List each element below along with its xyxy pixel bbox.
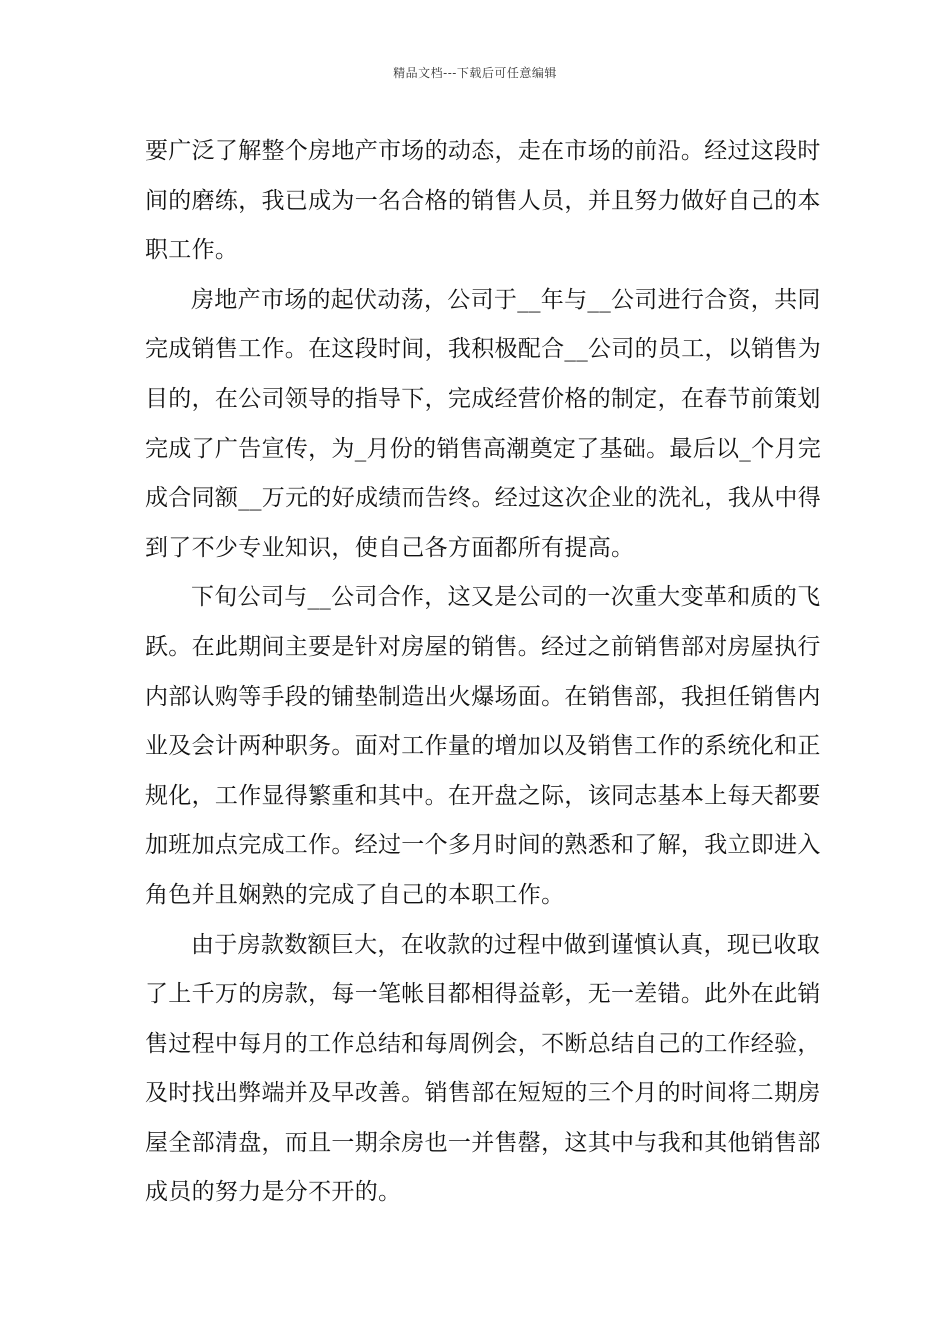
text-line: 屋全部清盘，而且一期余房也一并售罄，这其中与我和其他销售部 [145, 1129, 821, 1156]
text-line: 规化，工作显得繁重和其中。在开盘之际，该同志基本上每天都要 [145, 782, 821, 809]
text-line: 成员的努力是分不开的。 [145, 1179, 402, 1206]
text-line: 跃。在此期间主要是针对房屋的销售。经过之前销售部对房屋执行 [145, 633, 821, 660]
page-header: 精品文档---下载后可任意编辑 [393, 66, 557, 80]
text-line: 成合同额__万元的好成绩而告终。经过这次企业的洗礼，我从中得 [145, 485, 821, 512]
text-line: 加班加点完成工作。经过一个多月时间的熟悉和了解，我立即进入 [145, 832, 821, 859]
text-line: 到了不少专业知识，使自己各方面都所有提高。 [145, 534, 635, 561]
text-line: 完成了广告宣传，为_月份的销售高潮奠定了基础。最后以_个月完 [145, 435, 821, 462]
text-line: 目的，在公司领导的指导下，完成经营价格的制定，在春节前策划 [145, 385, 821, 412]
paragraph [145, 276, 821, 574]
text-line: 及时找出弊端并及早改善。销售部在短短的三个月的时间将二期房 [145, 1080, 821, 1107]
text-line: 下旬公司与__公司合作，这又是公司的一次重大变革和质的飞 [191, 584, 821, 611]
text-line: 职工作。 [145, 237, 239, 264]
paragraph [145, 127, 821, 276]
text-line: 间的磨练，我已成为一名合格的销售人员，并且努力做好自己的本 [145, 187, 821, 214]
document-body [145, 127, 821, 1218]
paragraph [145, 921, 821, 1219]
paragraph [145, 573, 821, 920]
text-line: 完成销售工作。在这段时间，我积极配合__公司的员工，以销售为 [145, 336, 821, 363]
text-line: 内部认购等手段的铺垫制造出火爆场面。在销售部，我担任销售内 [145, 683, 821, 710]
text-line: 要广泛了解整个房地产市场的动态，走在市场的前沿。经过这段时 [145, 138, 821, 164]
text-line: 了上千万的房款，每一笔帐目都相得益彰，无一差错。此外在此销 [145, 981, 821, 1008]
text-line: 由于房款数额巨大，在收款的过程中做到谨慎认真，现已收取 [191, 931, 821, 958]
text-line: 售过程中每月的工作总结和每周例会，不断总结自己的工作经验， [145, 1030, 821, 1057]
text-line: 房地产市场的起伏动荡，公司于__年与__公司进行合资，共同 [191, 286, 821, 313]
text-line: 业及会计两种职务。面对工作量的增加以及销售工作的系统化和正 [145, 733, 821, 760]
text-line: 角色并且娴熟的完成了自己的本职工作。 [145, 881, 565, 908]
